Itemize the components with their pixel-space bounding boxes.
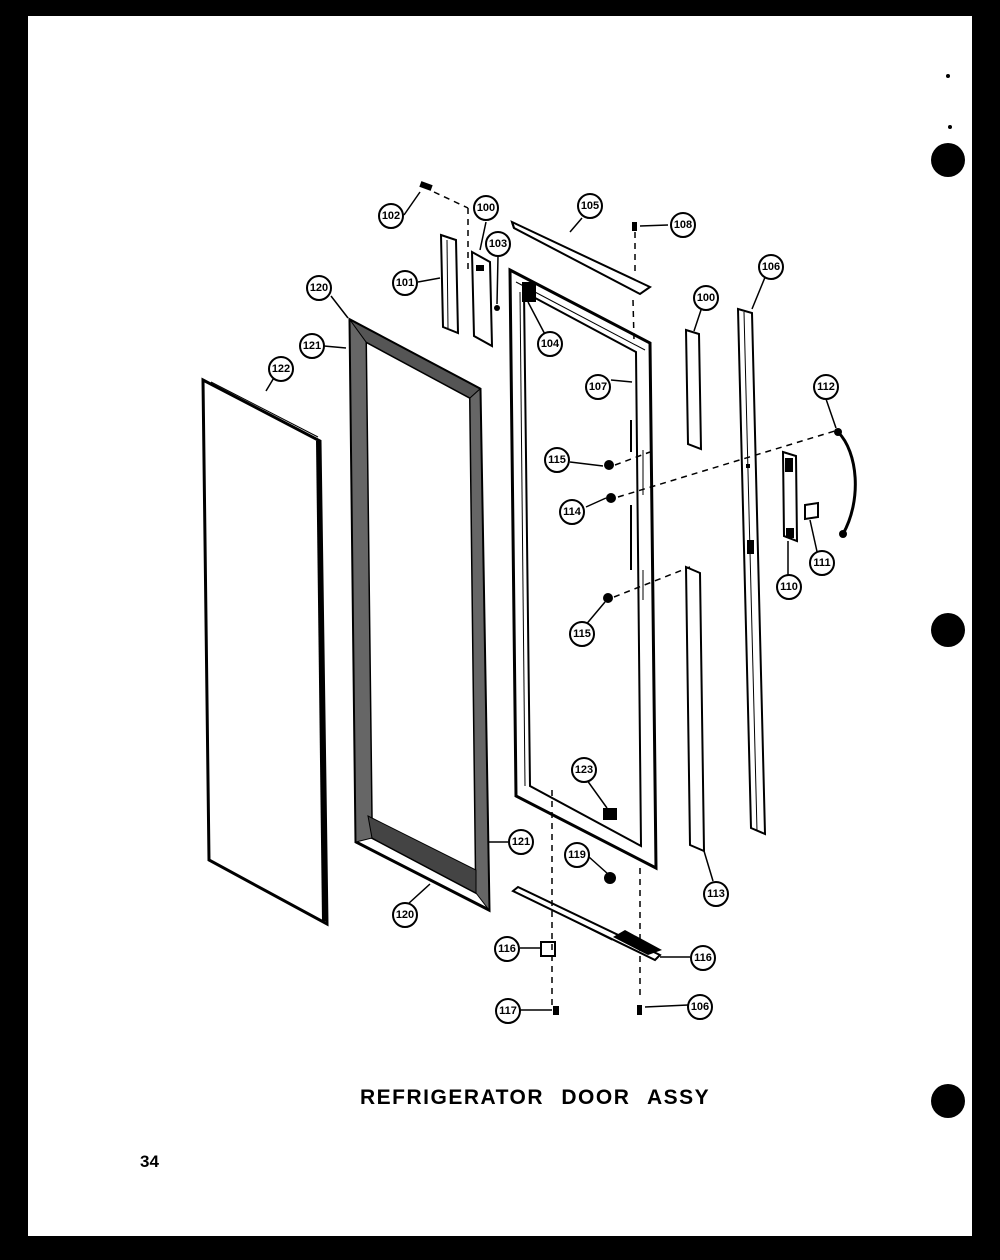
svg-text:114: 114 (563, 506, 581, 518)
callout-120-bottom (393, 903, 417, 927)
svg-text:107: 107 (588, 381, 608, 393)
small-plate (805, 503, 818, 519)
callout-121-bottom (509, 830, 533, 854)
top-hinge-parts (441, 235, 492, 346)
page-number: 34 (140, 1152, 159, 1171)
svg-text:101: 101 (395, 277, 415, 289)
assembly-lines (434, 192, 838, 1005)
speck (948, 125, 952, 129)
callout-107 (586, 375, 610, 399)
svg-text:113: 113 (707, 888, 725, 900)
curved-handle (838, 432, 855, 534)
svg-text:123: 123 (574, 764, 594, 776)
svg-text:100: 100 (476, 202, 496, 214)
svg-text:106: 106 (690, 1001, 710, 1013)
svg-text:115: 115 (548, 454, 566, 466)
callout-101 (393, 271, 417, 295)
svg-text:121: 121 (511, 836, 531, 848)
svg-text:112: 112 (817, 381, 835, 393)
svg-text:103: 103 (488, 238, 508, 250)
svg-text:100: 100 (696, 292, 716, 304)
callout-111 (810, 551, 834, 575)
svg-text:104: 104 (540, 338, 560, 350)
svg-text:119: 119 (568, 849, 586, 861)
callout-112 (814, 375, 838, 399)
callout-108 (671, 213, 695, 237)
callout-113 (704, 882, 728, 906)
door-outer-panel (203, 380, 327, 924)
callout-114 (560, 500, 584, 524)
hinge-bushing (541, 942, 555, 956)
callout-104 (538, 332, 562, 356)
svg-text:122: 122 (271, 363, 291, 375)
svg-text:116: 116 (498, 943, 516, 955)
svg-text:121: 121 (302, 340, 322, 352)
punch-hole-bottom (931, 1084, 965, 1118)
svg-text:115: 115 (573, 628, 591, 640)
svg-text:117: 117 (499, 1005, 517, 1017)
svg-text:111: 111 (813, 557, 831, 569)
callout-106-bottom (688, 995, 712, 1019)
diagram-title: REFRIGERATOR DOOR ASSY (360, 1086, 711, 1109)
callout-110 (777, 575, 801, 599)
callout-121-top (300, 334, 324, 358)
svg-text:120: 120 (395, 909, 415, 921)
callout-100-top (474, 196, 498, 220)
svg-text:116: 116 (694, 952, 712, 964)
punch-hole-middle (931, 613, 965, 647)
svg-text:105: 105 (580, 200, 600, 212)
right-trim-strip (686, 330, 701, 449)
callout-119 (565, 843, 589, 867)
door-gasket-frame (350, 320, 489, 910)
callout-115-lower (570, 622, 594, 646)
callout-116-right (691, 946, 715, 970)
callout-122 (269, 357, 293, 381)
svg-text:102: 102 (381, 210, 401, 222)
svg-text:108: 108 (673, 219, 693, 231)
callout-105 (578, 194, 602, 218)
svg-text:106: 106 (761, 261, 781, 273)
callout-120-top (307, 276, 331, 300)
callout-123 (572, 758, 596, 782)
callout-117 (496, 999, 520, 1023)
punch-hole-top (931, 143, 965, 177)
speck (946, 74, 950, 78)
svg-text:110: 110 (780, 581, 798, 593)
callout-106-top (759, 255, 783, 279)
callout-116-left (495, 937, 519, 961)
door-handle-bar (738, 309, 765, 834)
lower-trim-strip (686, 567, 704, 851)
callout-102 (379, 204, 403, 228)
callout-103 (486, 232, 510, 256)
svg-text:120: 120 (309, 282, 329, 294)
callout-115-upper (545, 448, 569, 472)
callout-100-right (694, 286, 718, 310)
binder-holes (931, 74, 965, 1118)
